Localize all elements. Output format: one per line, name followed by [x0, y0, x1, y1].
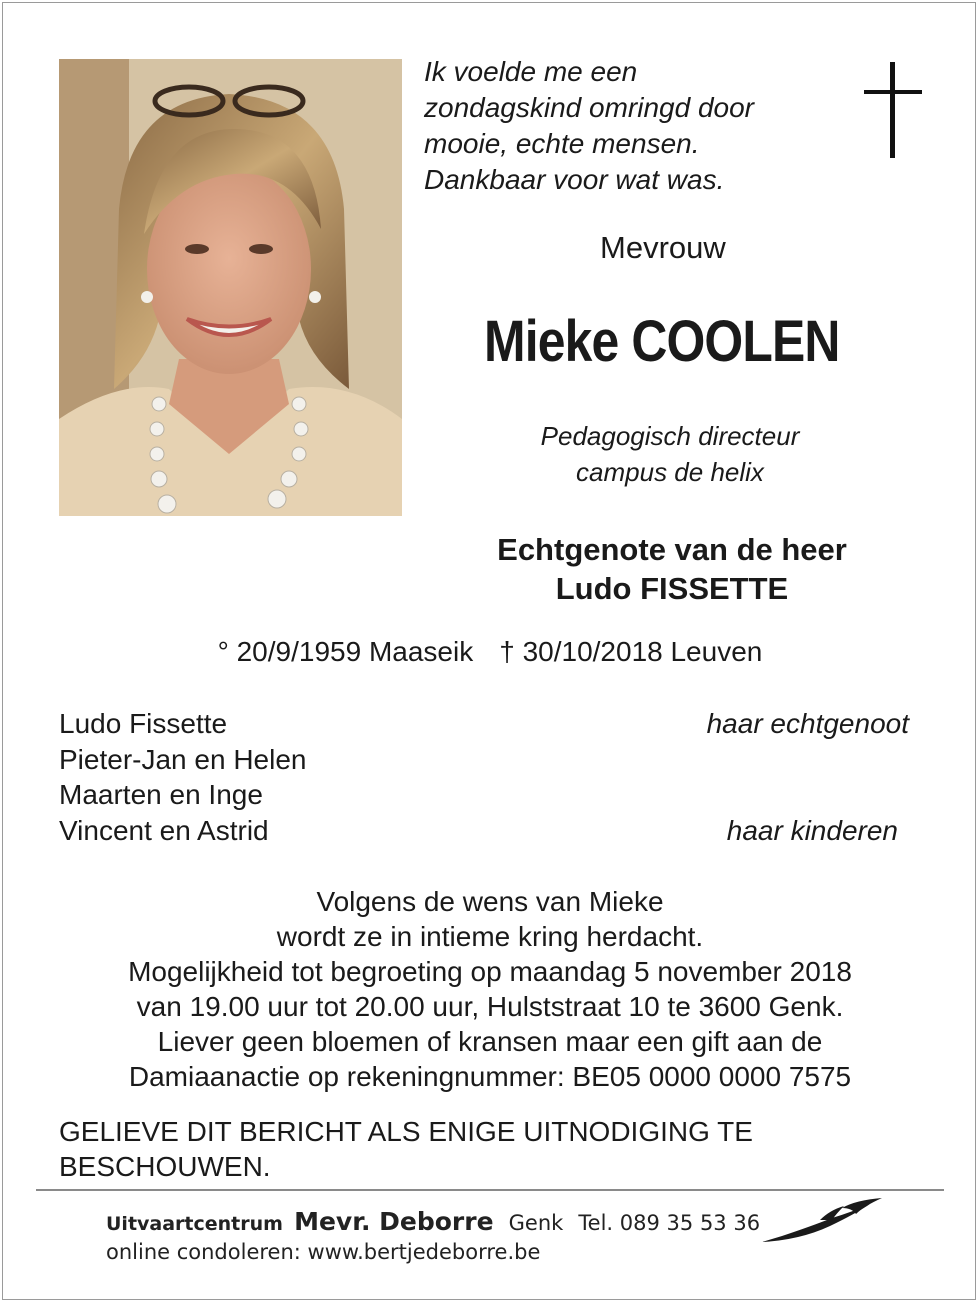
- deceased-title: [440, 418, 900, 490]
- note-line: GELIEVE DIT BERICHT ALS ENIGE UITNODIGING TE: [59, 1116, 753, 1147]
- notice-line: Volgens de wens van Mieke: [316, 886, 664, 917]
- cross-icon: [864, 62, 922, 158]
- bird-logo-icon: [760, 1196, 884, 1246]
- invitation-note: [59, 1114, 919, 1184]
- funeral-home-city: Genk: [508, 1211, 564, 1235]
- death-date: † 30/10/2018 Leuven: [499, 636, 763, 667]
- notice-line: Damiaanactie op rekeningnummer: BE05 0000 0000 7575: [128, 1061, 852, 1092]
- funeral-home-name: Mevr. Deborre: [294, 1207, 494, 1236]
- title-line: campus de helix: [576, 457, 764, 487]
- family-name: Maarten en Inge: [59, 779, 263, 810]
- family-role: haar echtgenoot: [706, 708, 909, 739]
- deceased-name: Mieke COOLEN: [484, 309, 840, 374]
- notice-line: wordt ze in intieme kring herdacht.: [276, 921, 704, 952]
- online-condolence-link[interactable]: online condoleren: www.bertjedeborre.be: [106, 1240, 541, 1264]
- funeral-home-phone: Tel. 089 35 53 36: [578, 1211, 761, 1235]
- birth-date: ° 20/9/1959 Maaseik: [217, 636, 474, 667]
- family-name: Ludo Fissette: [59, 708, 228, 739]
- footer-divider: [36, 1189, 944, 1191]
- family-row: [59, 742, 909, 778]
- quote-line: zondagskind omringd door: [424, 92, 754, 123]
- quote-line: Dankbaar voor wat was.: [424, 164, 725, 195]
- quote-line: mooie, echte mensen.: [424, 128, 700, 159]
- funeral-home-info: [106, 1207, 760, 1236]
- spouse-line: Ludo FISSETTE: [555, 571, 789, 606]
- notice-line: Mogelijkheid tot begroeting op maandag 5 november 2018: [128, 956, 852, 987]
- family-name: Vincent en Astrid: [59, 814, 269, 846]
- quote-line: Ik voelde me een: [424, 56, 638, 87]
- note-line: BESCHOUWEN.: [59, 1151, 271, 1182]
- funeral-notice: [0, 884, 980, 1094]
- life-dates: [0, 636, 980, 668]
- family-list: [59, 706, 909, 848]
- family-row: [59, 706, 909, 742]
- spouse-info: [440, 530, 904, 608]
- spouse-line: Echtgenote van de heer: [497, 532, 847, 567]
- title-line: Pedagogisch directeur: [540, 421, 800, 451]
- family-row: [59, 777, 909, 813]
- honorific: Mevrouw: [600, 230, 726, 265]
- family-role: haar kinderen: [726, 814, 898, 846]
- notice-line: Liever geen bloemen of kransen maar een gift aan de: [157, 1026, 823, 1057]
- portrait-photo: [59, 59, 402, 516]
- notice-line: van 19.00 uur tot 20.00 uur, Hulststraat 10 te 3600 Genk.: [136, 991, 844, 1022]
- family-row: [59, 813, 909, 849]
- memorial-quote: [424, 54, 844, 198]
- funeral-home-label: Uitvaartcentrum: [106, 1213, 283, 1235]
- family-name: Pieter-Jan en Helen: [59, 743, 307, 775]
